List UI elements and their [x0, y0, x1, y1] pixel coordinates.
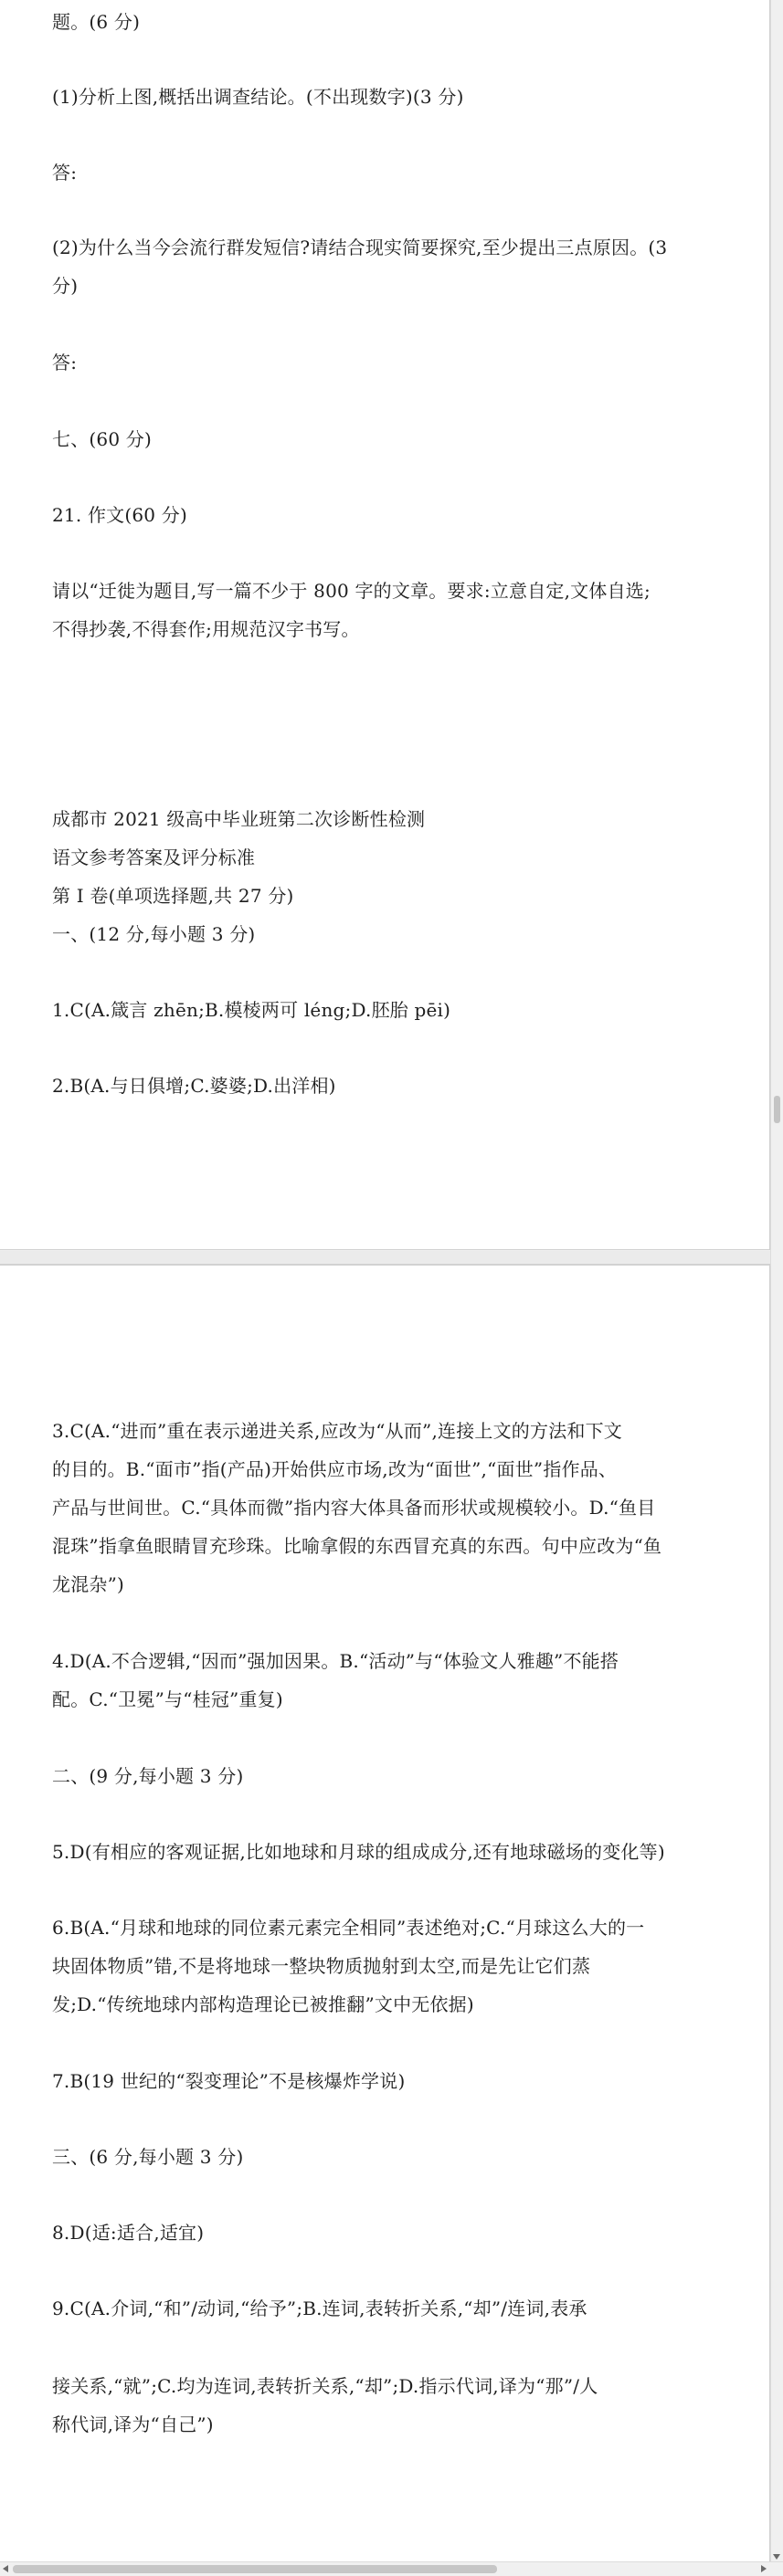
answer-line: 5.D(有相应的客观证据,比如地球和月球的组成成分,还有地球磁场的变化等)	[52, 1841, 665, 1863]
horizontal-scrollbar[interactable]	[0, 2561, 783, 2576]
answer-line: 4.D(A.不合逻辑,“因而”强加因果。B.“活动”与“体验文人雅趣”不能搭	[52, 1650, 619, 1672]
text-line: 请以“迁徙为题目,写一篇不少于 800 字的文章。要求:立意自定,文体自选;	[52, 580, 651, 602]
text-line: (1)分析上图,概括出调查结论。(不出现数字)(3 分)	[52, 86, 464, 108]
vertical-scrollbar[interactable]	[770, 0, 783, 2561]
section-heading: 三、(6 分,每小题 3 分)	[52, 2146, 244, 2168]
section-heading: 一、(12 分,每小题 3 分)	[52, 923, 256, 945]
answer-line: 9.C(A.介词,“和”/动词,“给予”;B.连词,表转折关系,“却”/连词,表承	[52, 2297, 587, 2319]
answer-line: 龙混杂”)	[52, 1573, 125, 1595]
text-line: (2)为什么当今会流行群发短信?请结合现实简要探究,至少提出三点原因。(3	[52, 237, 668, 258]
answer-line: 产品与世间世。C.“具体而微”指内容大体具备而形状或规模较小。D.“鱼目	[52, 1497, 656, 1519]
section-heading: 七、(60 分)	[52, 428, 153, 450]
answer-line: 配。C.“卫冕”与“桂冠”重复)	[52, 1688, 283, 1710]
document-title: 成都市 2021 级高中毕业班第二次诊断性检测	[52, 808, 426, 830]
page-gap	[0, 1251, 770, 1265]
text-line: 不得抄袭,不得套作;用规范汉字书写。	[52, 618, 360, 640]
scroll-down-arrow-icon[interactable]	[773, 2554, 780, 2560]
section-heading: 第 I 卷(单项选择题,共 27 分)	[52, 885, 294, 907]
scroll-right-arrow-icon[interactable]	[761, 2565, 767, 2572]
answer-line: 1.C(A.箴言 zhēn;B.模棱两可 léng;D.胚胎 pēi)	[52, 999, 451, 1021]
answer-line: 8.D(适:适合,适宜)	[52, 2222, 205, 2244]
answer-line: 接关系,“就”;C.均为连词,表转折关系,“却”;D.指示代词,译为“那”/人	[52, 2375, 598, 2397]
answer-line: 称代词,译为“自己”)	[52, 2413, 214, 2435]
section-heading: 二、(9 分,每小题 3 分)	[52, 1765, 244, 1787]
answer-line: 6.B(A.“月球和地球的同位素元素完全相同”表述绝对;C.“月球这么大的一	[52, 1917, 645, 1939]
answer-line: 7.B(19 世纪的“裂变理论”不是核爆炸学说)	[52, 2070, 406, 2092]
answer-line: 的目的。B.“面市”指(产品)开始供应市场,改为“面世”,“面世”指作品、	[52, 1458, 618, 1480]
text-line: 答:	[52, 352, 78, 373]
answer-line: 2.B(A.与日俱增;C.婆婆;D.出洋相)	[52, 1075, 336, 1097]
answer-line: 混珠”指拿鱼眼睛冒充珍珠。比喻拿假的东西冒充真的东西。句中应改为“鱼	[52, 1535, 662, 1557]
text-line: 21. 作文(60 分)	[52, 504, 187, 526]
vertical-scrollbar-thumb[interactable]	[774, 1096, 780, 1123]
document-subtitle: 语文参考答案及评分标准	[52, 846, 256, 868]
text-line: 答:	[52, 162, 78, 184]
text-line: 分)	[52, 275, 79, 297]
answer-line: 3.C(A.“进而”重在表示递进关系,应改为“从而”,连接上文的方法和下文	[52, 1420, 623, 1442]
text-line: 题。(6 分)	[52, 11, 141, 33]
scroll-left-arrow-icon[interactable]	[3, 2565, 8, 2572]
answer-line: 块固体物质”错,不是将地球一整块物质抛射到太空,而是先让它们蒸	[52, 1955, 591, 1977]
horizontal-scrollbar-thumb[interactable]	[13, 2565, 497, 2573]
document-page-1	[0, 0, 770, 1250]
answer-line: 发;D.“传统地球内部构造理论已被推翻”文中无依据)	[52, 1993, 474, 2015]
document-page-2	[0, 1265, 770, 2561]
